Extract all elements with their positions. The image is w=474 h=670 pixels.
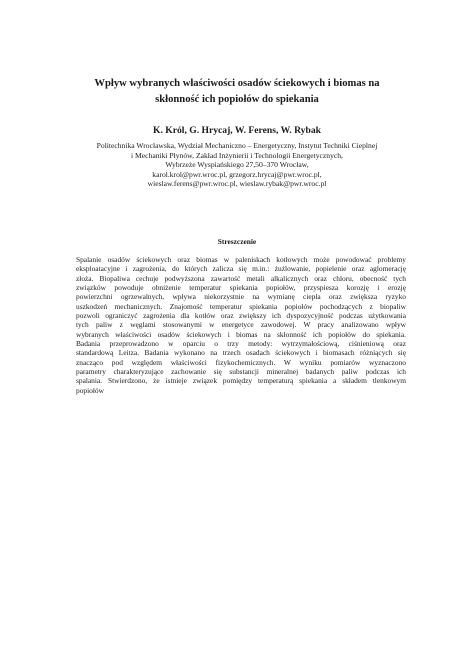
abstract-line: wybranych właściwości osadów ściekowych i biomas na skłonność ich popiołów do spiekania. — [76, 329, 406, 339]
affiliation-line: Wybrzeże Wyspiańskiego 27,50–370 Wrocław, — [165, 160, 309, 170]
abstract-line: uszkodzeń mechanicznych. Znajomość temperatur spiekania popiołów pochodzących z biopaliw — [76, 301, 406, 311]
abstract-line: pozwoli ograniczyć zagrożenia dla kotłów oraz zwiększy ich dyspozycyjność podczas użytkowania — [76, 311, 406, 321]
affiliation-line: karol.krol@pwr.wroc.pl, grzegorz.hrycaj@pwr.wroc.pl, — [152, 169, 322, 179]
abstract-line: Spalanie osadów ściekowych oraz biomas w paleniskach kotłowych może powodować problemy — [76, 255, 406, 264]
abstract-line: związków powoduje obniżenie temperatur spiekania popiołów, przyspiesza korozję i erozję — [76, 283, 406, 293]
abstract-line: spalania. Stwierdzono, że istnieje związek pomiędzy temperaturą spiekania a składem tlenkowym — [76, 376, 406, 386]
abstract-line: znacząco pod względem właściwości fizykochemicznych. W wyniku pomiarów wyznaczono — [76, 357, 406, 367]
title-line: Wpływ wybranych właściwości osadów ściekowych i biomas na — [94, 78, 380, 89]
affiliation-block — [0, 141, 474, 189]
author-list: K. Król, G. Hrycaj, W. Ferens, W. Rybak — [153, 125, 321, 136]
abstract-line: tych paliw z węglami stosowanymi w energetyce zawodowej. W pracy analizowano wpływ — [76, 320, 406, 330]
abstract-line: Badania przeprowadzono w oparciu o trzy metody: wytrzymałościową, ciśnieniową oraz — [76, 339, 406, 349]
abstract-line: eksploatacyjne i zagrożenia, do których zalicza się m.in.: żużlowanie, popielenie oraz aglomerację — [76, 264, 406, 274]
paper-title — [0, 76, 474, 107]
abstract-line: złoża. Biopaliwa cechuje podwyższona zawartość metali alkalicznych oraz chloru, obecność tych — [76, 273, 406, 283]
abstract-line: standardową Leitza. Badania wykonano na trzech osadach ściekowych i biomasach różniących się — [76, 348, 406, 358]
affiliation-line: wieslaw.ferens@pwr.wroc.pl, wieslaw.rybak@pwr.wroc.pl — [147, 179, 327, 189]
abstract-heading: Streszczenie — [217, 237, 257, 246]
abstract-line: parametry charakteryzujące zachowanie się substancji mineralnej badanych paliw podczas ich — [76, 367, 406, 377]
abstract-line: powierzchni ogrzewalnych, wpływa niekorzystnie na wymianę ciepła oraz zwiększa ryzyko — [76, 292, 406, 302]
abstract-line: popiołów — [76, 385, 104, 395]
affiliation-line: i Mechaniki Płynów, Zakład Inżynierii i Technologii Energetycznych, — [131, 150, 343, 160]
affiliation-line: Politechnika Wrocławska, Wydział Mechaniczno – Energetyczny, Instytut Techniki Cieplnej — [96, 141, 378, 150]
title-line: skłonność ich popiołów do spiekania — [155, 93, 319, 105]
abstract-body — [76, 255, 406, 395]
